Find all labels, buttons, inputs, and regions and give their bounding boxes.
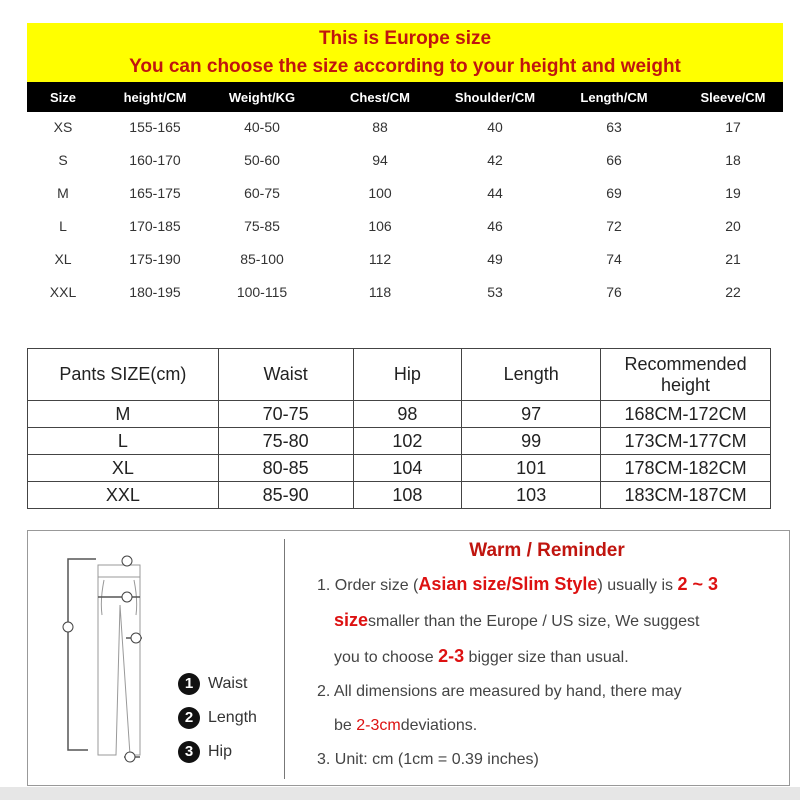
- pants-size-table: [27, 348, 771, 509]
- table-cell: L: [28, 428, 219, 455]
- legend-label: Waist: [208, 675, 248, 692]
- bottom-bar: [0, 787, 800, 800]
- table-row: [0, 119, 800, 139]
- table-cell: 100-115: [236, 284, 288, 300]
- table-cell: 160-170: [129, 152, 181, 168]
- table-cell: 76: [606, 284, 622, 300]
- table-cell: 50-60: [244, 152, 280, 168]
- reminder-item-1-cont: sizesmaller than the Europe / US size, We suggest: [334, 610, 700, 630]
- table-cell: 168CM-172CM: [601, 401, 771, 428]
- column-header: Shoulder/CM: [454, 90, 536, 105]
- reminder-item-1: 1. Order size (Asian size/Slim Style) usually is 2 ~ 3: [317, 574, 719, 594]
- column-header: Weight/KG: [228, 90, 296, 105]
- table-cell: 40: [487, 119, 503, 135]
- table-cell: 88: [372, 119, 388, 135]
- table-cell: 85-100: [240, 251, 284, 267]
- table-cell: 74: [606, 251, 622, 267]
- table-cell: 49: [487, 251, 503, 267]
- legend-label: Length: [208, 709, 257, 726]
- legend-label: Hip: [208, 743, 233, 760]
- table-cell: 94: [372, 152, 388, 168]
- reminder-item-2: 2. All dimensions are measured by hand, there may: [317, 683, 682, 700]
- table-cell: XS: [53, 119, 73, 135]
- table-cell: 20: [725, 218, 741, 234]
- table-row: [0, 251, 800, 271]
- table-cell: 42: [487, 152, 503, 168]
- table-cell: 72: [606, 218, 622, 234]
- table-cell: 22: [725, 284, 741, 300]
- table-cell: 112: [368, 251, 392, 267]
- table-cell: 75-80: [218, 428, 353, 455]
- table-row: [28, 482, 771, 509]
- table-cell: 46: [487, 218, 503, 234]
- legend-hip: [178, 741, 232, 763]
- table-cell: 155-165: [129, 119, 181, 135]
- table-cell: 183CM-187CM: [601, 482, 771, 509]
- table-cell: 180-195: [129, 284, 181, 300]
- table-cell: 60-75: [244, 185, 280, 201]
- table-cell: 18: [725, 152, 741, 168]
- table-cell: 99: [462, 428, 601, 455]
- table-cell: 97: [462, 401, 601, 428]
- column-header: Length: [462, 349, 601, 401]
- table-cell: 100: [368, 185, 392, 201]
- legend-length: [178, 707, 257, 729]
- table-cell: 44: [487, 185, 503, 201]
- table-cell: 80-85: [218, 455, 353, 482]
- table-row: [0, 185, 800, 205]
- table-cell: 21: [725, 251, 741, 267]
- table-cell: 103: [462, 482, 601, 509]
- legend-waist: [178, 673, 247, 695]
- column-header: Size: [49, 90, 77, 105]
- table-cell: 98: [353, 401, 462, 428]
- column-header: Waist: [218, 349, 353, 401]
- table-cell: 173CM-177CM: [601, 428, 771, 455]
- table-cell: 165-175: [129, 185, 181, 201]
- table-cell: 40-50: [244, 119, 280, 135]
- pants-header-row: [28, 349, 771, 401]
- table-cell: M: [57, 185, 69, 201]
- table-cell: 102: [353, 428, 462, 455]
- table-cell: 108: [353, 482, 462, 509]
- europe-size-banner: [27, 23, 783, 82]
- divider: [284, 539, 285, 779]
- table-row: [28, 401, 771, 428]
- pants-diagram-icon: [58, 545, 168, 770]
- number-3-icon: 3: [178, 741, 200, 763]
- column-header: Hip: [353, 349, 462, 401]
- table-cell: XXL: [49, 284, 77, 300]
- reminder-item-1-cont2: you to choose 2-3 bigger size than usual.: [334, 646, 629, 666]
- table-row: [28, 455, 771, 482]
- column-header: Length/CM: [580, 90, 648, 105]
- banner-subtitle: You can choose the size according to your height and weight: [129, 56, 681, 77]
- table-row: [0, 284, 800, 304]
- table-cell: 70-75: [218, 401, 353, 428]
- tops-table-header: [27, 82, 783, 112]
- table-cell: XL: [28, 455, 219, 482]
- table-cell: S: [58, 152, 68, 168]
- column-header: Recommended height: [601, 349, 771, 401]
- table-cell: 170-185: [129, 218, 181, 234]
- table-cell: 19: [725, 185, 741, 201]
- banner-title: This is Europe size: [318, 28, 492, 49]
- table-cell: 106: [368, 218, 392, 234]
- table-row: [28, 428, 771, 455]
- table-cell: XXL: [28, 482, 219, 509]
- table-cell: 118: [368, 284, 392, 300]
- reminder-title: Warm / Reminder: [469, 540, 625, 561]
- column-header: height/CM: [123, 90, 187, 105]
- table-cell: 69: [606, 185, 622, 201]
- table-cell: 66: [606, 152, 622, 168]
- table-cell: 178CM-182CM: [601, 455, 771, 482]
- table-row: [0, 152, 800, 172]
- table-cell: L: [59, 218, 67, 234]
- column-header: Sleeve/CM: [700, 90, 766, 105]
- reminder-item-3: 3. Unit: cm (1cm = 0.39 inches): [317, 751, 539, 768]
- table-cell: XL: [54, 251, 72, 267]
- table-cell: 101: [462, 455, 601, 482]
- number-1-icon: 1: [178, 673, 200, 695]
- table-cell: M: [28, 401, 219, 428]
- table-cell: 63: [606, 119, 622, 135]
- column-header: Pants SIZE(cm): [28, 349, 219, 401]
- number-2-icon: 2: [178, 707, 200, 729]
- table-cell: 75-85: [244, 218, 280, 234]
- warm-reminder: [317, 539, 777, 777]
- table-row: [0, 218, 800, 238]
- column-header: Chest/CM: [350, 90, 410, 105]
- table-cell: 175-190: [129, 251, 181, 267]
- table-cell: 85-90: [218, 482, 353, 509]
- table-cell: 53: [487, 284, 503, 300]
- measurement-info-box: [27, 530, 790, 786]
- reminder-item-2-cont: be 2-3cmdeviations.: [334, 717, 478, 734]
- table-cell: 104: [353, 455, 462, 482]
- table-cell: 17: [725, 119, 741, 135]
